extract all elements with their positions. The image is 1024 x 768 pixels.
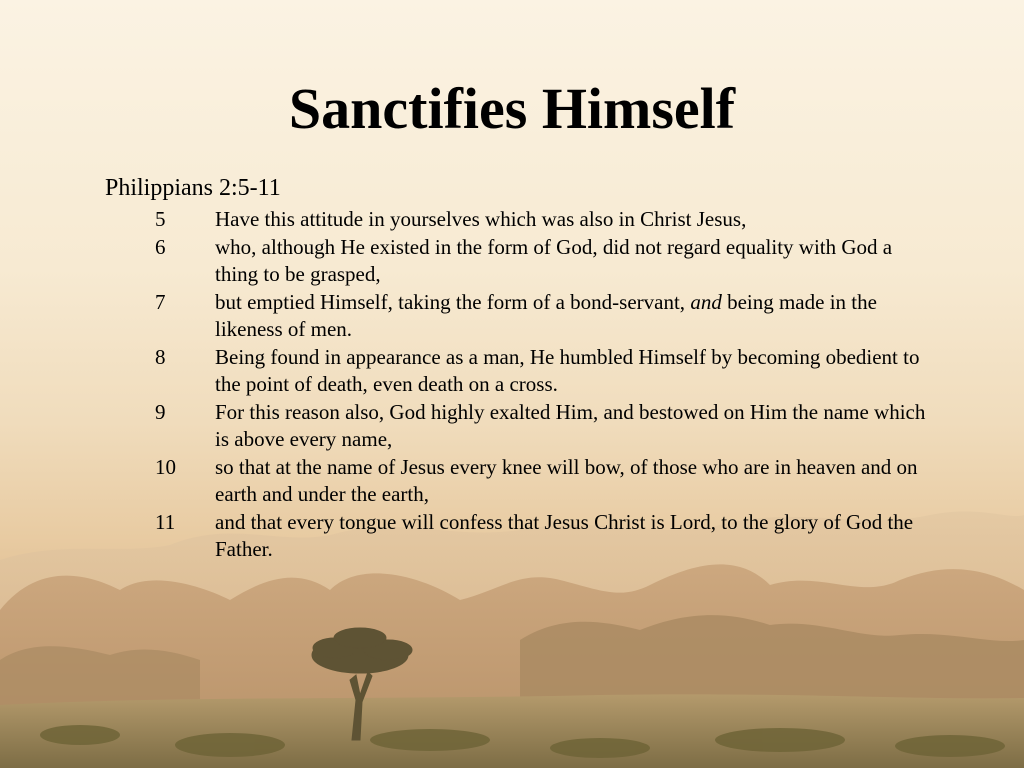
scripture-reference: Philippians 2:5-11 bbox=[105, 175, 281, 201]
verse-number: 6 bbox=[155, 235, 166, 259]
verse-number: 10 bbox=[155, 455, 176, 479]
verse-text: who, although He existed in the form of God, did not regard equality with God a thing to be grasped, bbox=[215, 235, 893, 286]
verse-text-part: but emptied Himself, taking the form of a bond-servant, bbox=[215, 290, 691, 314]
verse-text bbox=[215, 289, 935, 343]
verse-number: 9 bbox=[155, 400, 166, 424]
verse-number: 8 bbox=[155, 345, 166, 369]
verse-text: Have this attitude in yourselves which was also in Christ Jesus, bbox=[215, 207, 747, 231]
verse-text: For this reason also, God highly exalted Him, and bestowed on Him the name which is above every name, bbox=[215, 400, 926, 451]
verse-text: Being found in appearance as a man, He humbled Himself by becoming obedient to the point of death, even death on a cross. bbox=[215, 345, 920, 396]
verse-number: 5 bbox=[155, 207, 166, 231]
verse-item bbox=[155, 206, 935, 233]
slide-title: Sanctifies Himself bbox=[288, 76, 736, 141]
verse-item bbox=[155, 399, 935, 453]
verse-list bbox=[155, 206, 935, 564]
verse-text-italic: and bbox=[690, 290, 722, 314]
verse-item bbox=[155, 509, 935, 563]
ground bbox=[0, 694, 1024, 768]
verse-item bbox=[155, 344, 935, 398]
verse-item bbox=[155, 454, 935, 508]
verse-text: so that at the name of Jesus every knee will bow, of those who are in heaven and on earth and under the earth, bbox=[215, 455, 918, 506]
verse-item bbox=[155, 234, 935, 288]
verse-item bbox=[155, 289, 935, 343]
verse-text-part: being made in the likeness of men. bbox=[215, 290, 877, 341]
verse-number: 7 bbox=[155, 290, 166, 314]
verse-text: and that every tongue will confess that Jesus Christ is Lord, to the glory of God the Father. bbox=[215, 510, 914, 561]
verse-number: 11 bbox=[155, 510, 176, 534]
